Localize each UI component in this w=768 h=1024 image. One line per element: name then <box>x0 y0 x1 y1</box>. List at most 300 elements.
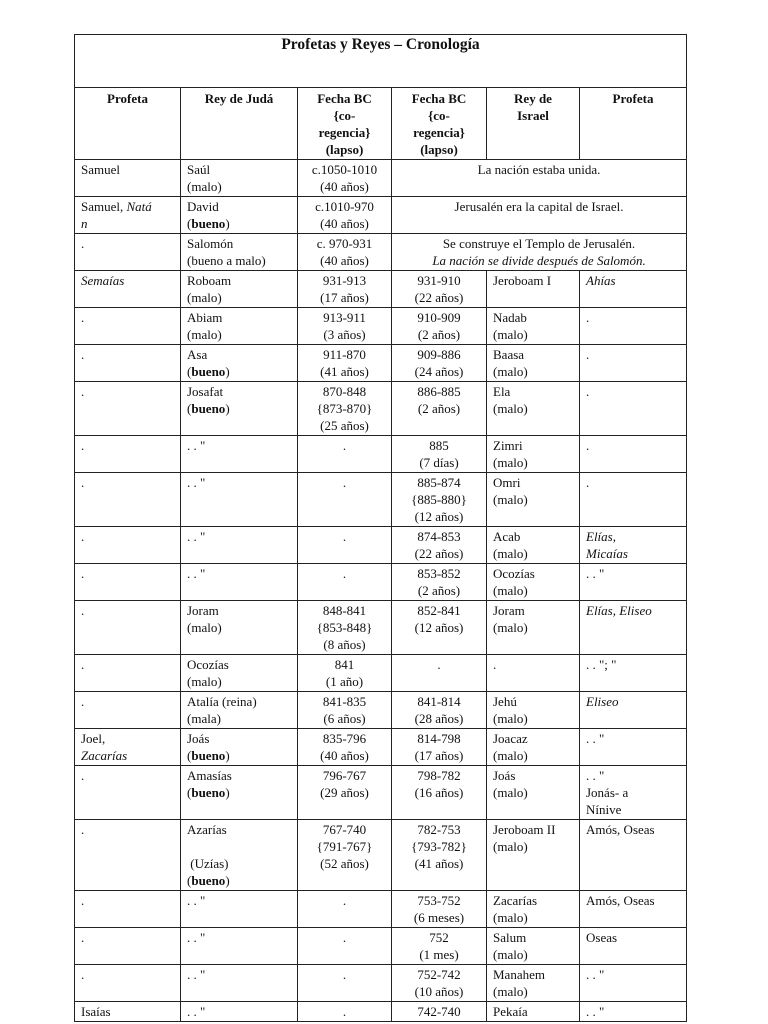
header-rey-juda <box>181 88 298 160</box>
cell-rey-juda <box>181 382 298 436</box>
cell-profeta-juda <box>75 160 181 197</box>
cell-text: (malo) <box>187 674 222 689</box>
cell-fecha-juda <box>298 197 392 234</box>
cell-rey-juda <box>181 601 298 655</box>
cell-text: 852-841 <box>417 603 461 618</box>
header-text: {co- <box>428 108 450 123</box>
cell-text: 782-753 <box>417 822 461 837</box>
cell-text: Micaías <box>586 546 628 561</box>
cell-text: Omri <box>493 475 521 490</box>
cell-rey-juda <box>181 527 298 564</box>
cell-text: Nadab <box>493 310 527 325</box>
cell-text: n <box>81 216 88 231</box>
cell-text: {791-767} <box>316 839 373 854</box>
cell-text: 742-740 <box>417 1004 461 1019</box>
cell-text: bueno <box>191 216 226 231</box>
cell-fecha-juda <box>298 766 392 820</box>
cell-text: . . " <box>187 566 206 581</box>
cell-text: (malo) <box>187 327 222 342</box>
cell-profeta-israel <box>580 655 687 692</box>
cell-text: ) <box>225 873 230 888</box>
cell-rey-juda <box>181 729 298 766</box>
cell-profeta-juda <box>75 965 181 1002</box>
cell-text: ( <box>187 216 192 231</box>
table-row <box>75 345 687 382</box>
document-page <box>74 34 686 1022</box>
cell-fecha-israel <box>392 965 487 1002</box>
table-row <box>75 160 687 197</box>
header-text: (lapso) <box>420 142 458 157</box>
cell-text: 841 <box>334 657 355 672</box>
cell-text: bueno <box>191 364 226 379</box>
cell-text: (1 año) <box>325 674 364 689</box>
table-row <box>75 1002 687 1022</box>
cell-rey-juda <box>181 655 298 692</box>
cell-rey-israel <box>487 729 580 766</box>
cell-text: (17 años) <box>320 290 369 305</box>
cell-text: Samuel, <box>81 199 127 214</box>
cell-rey-juda <box>181 345 298 382</box>
header-text: Profeta <box>107 91 148 106</box>
cell-text: Semaías <box>81 273 125 288</box>
header-text: Fecha BC <box>317 91 372 106</box>
cell-text: ( <box>187 748 192 763</box>
cell-text: Samuel <box>81 162 120 177</box>
cell-text: Acab <box>493 529 521 544</box>
table-row <box>75 564 687 601</box>
header-text: Israel <box>517 108 549 123</box>
header-text: {co- <box>333 108 356 123</box>
cell-text: Jeroboam I <box>493 273 552 288</box>
cell-text: Saúl <box>187 162 211 177</box>
cell-text: bueno <box>191 748 226 763</box>
cell-profeta-juda <box>75 436 181 473</box>
header-text: regencia} <box>413 125 465 140</box>
cell-profeta-israel <box>580 345 687 382</box>
cell-text: Elías, <box>586 529 616 544</box>
cell-text: Zacarías <box>81 748 128 763</box>
table-row <box>75 197 687 234</box>
cell-text: Oseas <box>586 930 618 945</box>
cell-text: (16 años) <box>414 785 464 800</box>
cell-text: ( <box>187 364 192 379</box>
cell-text: (malo) <box>187 179 222 194</box>
chronology-table <box>74 34 687 1022</box>
cell-text: Joás <box>493 768 516 783</box>
cell-text: (malo) <box>493 620 528 635</box>
cell-fecha-israel <box>392 655 487 692</box>
cell-rey-juda <box>181 1002 298 1022</box>
cell-text: c. 970-931 <box>316 236 373 251</box>
cell-fecha-juda <box>298 160 392 197</box>
cell-rey-juda <box>181 436 298 473</box>
cell-text: (40 años) <box>320 748 369 763</box>
cell-profeta-juda <box>75 197 181 234</box>
cell-text: (29 años) <box>320 785 369 800</box>
cell-text: {873-870} <box>316 401 373 416</box>
cell-text: . <box>81 475 85 490</box>
cell-text: Josafat <box>187 384 224 399</box>
cell-rey-israel <box>487 601 580 655</box>
cell-text: 910-909 <box>417 310 461 325</box>
cell-text: bueno <box>191 785 226 800</box>
cell-text: Abiam <box>187 310 223 325</box>
table-row <box>75 473 687 527</box>
cell-text: (malo) <box>493 947 528 962</box>
cell-text: . <box>81 236 85 251</box>
cell-text: ) <box>225 364 230 379</box>
cell-profeta-israel <box>580 382 687 436</box>
cell-text: . <box>81 603 85 618</box>
cell-fecha-juda <box>298 308 392 345</box>
cell-rey-israel <box>487 308 580 345</box>
cell-text: Amasías <box>187 768 232 783</box>
cell-rey-israel <box>487 382 580 436</box>
cell-text: c.1010-970 <box>315 199 374 214</box>
cell-text: Eliseo <box>586 694 619 709</box>
cell-fecha-juda <box>298 965 392 1002</box>
cell-fecha-israel <box>392 1002 487 1022</box>
cell-text: 874-853 <box>417 529 461 544</box>
cell-rey-israel <box>487 766 580 820</box>
cell-text: bueno <box>191 873 226 888</box>
cell-text: (2 años) <box>417 583 461 598</box>
table-row <box>75 820 687 891</box>
cell-text: (40 años) <box>320 253 369 268</box>
cell-text: 753-752 <box>417 893 461 908</box>
cell-rey-juda <box>181 766 298 820</box>
cell-profeta-israel <box>580 729 687 766</box>
cell-text: (8 años) <box>323 637 366 652</box>
cell-profeta-israel <box>580 820 687 891</box>
cell-text: (malo) <box>493 785 528 800</box>
cell-profeta-juda <box>75 655 181 692</box>
cell-text: 885 <box>429 438 449 453</box>
cell-profeta-juda <box>75 382 181 436</box>
cell-text: 911-870 <box>323 347 366 362</box>
cell-text: Pekaía <box>493 1004 528 1019</box>
cell-text: (malo) <box>493 364 528 379</box>
cell-text: (malo) <box>493 492 528 507</box>
cell-text: (malo) <box>187 290 222 305</box>
cell-fecha-juda <box>298 891 392 928</box>
cell-text: Ela <box>493 384 511 399</box>
cell-text: (22 años) <box>414 290 464 305</box>
cell-fecha-israel <box>392 308 487 345</box>
table-row <box>75 655 687 692</box>
cell-fecha-israel <box>392 382 487 436</box>
cell-rey-israel <box>487 965 580 1002</box>
cell-profeta-juda <box>75 729 181 766</box>
cell-profeta-israel <box>580 527 687 564</box>
cell-text: . <box>342 566 347 581</box>
cell-text: (25 años) <box>320 418 369 433</box>
cell-profeta-israel <box>580 1002 687 1022</box>
cell-text: bueno <box>191 401 226 416</box>
table-title: Profetas y Reyes – Cronología <box>75 35 687 88</box>
cell-text: Jerusalén era la capital de Israel. <box>454 199 624 214</box>
cell-rey-juda <box>181 160 298 197</box>
cell-fecha-israel <box>392 820 487 891</box>
cell-text: {853-848} <box>316 620 373 635</box>
cell-text: (malo) <box>493 910 528 925</box>
cell-rey-juda <box>181 564 298 601</box>
cell-text: Salomón <box>187 236 234 251</box>
cell-text: (malo) <box>493 839 528 854</box>
cell-text: . . " <box>187 967 206 982</box>
cell-rey-israel <box>487 891 580 928</box>
cell-text: (malo) <box>493 546 528 561</box>
cell-text: . <box>81 384 85 399</box>
cell-text: Baasa <box>493 347 525 362</box>
cell-profeta-juda <box>75 234 181 271</box>
header-text: (lapso) <box>325 142 364 157</box>
cell-note <box>392 197 687 234</box>
cell-text: (malo) <box>493 711 528 726</box>
cell-text: (2 años) <box>417 401 461 416</box>
table-row <box>75 527 687 564</box>
cell-text: . <box>586 384 590 399</box>
cell-fecha-israel <box>392 601 487 655</box>
cell-fecha-israel <box>392 928 487 965</box>
cell-text: . . " <box>586 566 605 581</box>
cell-text: ( <box>187 785 192 800</box>
cell-text: . . " <box>187 529 206 544</box>
cell-profeta-israel <box>580 271 687 308</box>
cell-text: 814-798 <box>417 731 461 746</box>
cell-profeta-juda <box>75 345 181 382</box>
cell-fecha-juda <box>298 729 392 766</box>
cell-text: . <box>81 310 85 325</box>
cell-text: Nínive <box>586 802 622 817</box>
cell-text: . <box>342 1004 347 1019</box>
cell-profeta-israel <box>580 473 687 527</box>
cell-text: . <box>81 347 85 362</box>
cell-rey-juda <box>181 271 298 308</box>
cell-text: . <box>586 310 590 325</box>
cell-text: . . " <box>586 967 605 982</box>
header-text: Rey de Judá <box>204 91 274 106</box>
cell-text: ( <box>187 401 192 416</box>
cell-text: . . " <box>586 1004 605 1019</box>
cell-text: . <box>342 930 347 945</box>
cell-text: . <box>586 438 590 453</box>
cell-rey-juda <box>181 197 298 234</box>
cell-text: Isaías <box>81 1004 111 1019</box>
cell-rey-juda <box>181 965 298 1002</box>
cell-text: 841-835 <box>322 694 367 709</box>
header-text: Rey de <box>514 91 552 106</box>
cell-text: (40 años) <box>320 216 369 231</box>
cell-profeta-juda <box>75 692 181 729</box>
cell-text: Jonás- a <box>586 785 629 800</box>
cell-profeta-israel <box>580 308 687 345</box>
table-row <box>75 308 687 345</box>
cell-text: (6 años) <box>323 711 366 726</box>
cell-fecha-israel <box>392 692 487 729</box>
table-row <box>75 271 687 308</box>
cell-text: Roboam <box>187 273 232 288</box>
cell-text: (52 años) <box>320 856 369 871</box>
cell-note <box>392 234 687 271</box>
cell-text: . . " <box>187 1004 206 1019</box>
cell-profeta-israel <box>580 766 687 820</box>
cell-profeta-israel <box>580 601 687 655</box>
cell-rey-juda <box>181 473 298 527</box>
cell-text: (22 años) <box>414 546 464 561</box>
cell-text: Azarías <box>187 822 227 837</box>
cell-rey-israel <box>487 271 580 308</box>
table-row <box>75 766 687 820</box>
cell-text: (41 años) <box>320 364 369 379</box>
cell-fecha-israel <box>392 564 487 601</box>
table-row <box>75 891 687 928</box>
cell-text: Jeroboam II <box>493 822 556 837</box>
cell-text: . . " <box>187 475 206 490</box>
cell-text: 835-796 <box>322 731 367 746</box>
cell-text: (Uzías) <box>187 856 229 871</box>
cell-text: (malo) <box>493 401 528 416</box>
cell-text: Asa <box>187 347 208 362</box>
cell-text: (malo) <box>493 583 528 598</box>
cell-text: (12 años) <box>414 620 464 635</box>
cell-text: ) <box>225 785 230 800</box>
cell-text: . . " <box>187 930 206 945</box>
title-row <box>75 35 687 88</box>
cell-rey-israel <box>487 655 580 692</box>
cell-text: . <box>342 475 347 490</box>
cell-rey-juda <box>181 308 298 345</box>
cell-rey-israel <box>487 1002 580 1022</box>
cell-profeta-israel <box>580 891 687 928</box>
cell-fecha-israel <box>392 345 487 382</box>
cell-text: 870-848 <box>322 384 367 399</box>
header-fecha-israel <box>392 88 487 160</box>
cell-text: . <box>81 930 85 945</box>
cell-text: . <box>81 694 85 709</box>
cell-rey-israel <box>487 345 580 382</box>
cell-text: . <box>81 822 85 837</box>
cell-text: . <box>81 566 85 581</box>
cell-text: . . " <box>187 893 206 908</box>
cell-text: Joel, <box>81 731 106 746</box>
cell-text: Zimri <box>493 438 523 453</box>
cell-text: (1 mes) <box>419 947 459 962</box>
cell-text: . <box>586 347 590 362</box>
cell-fecha-juda <box>298 564 392 601</box>
cell-profeta-juda <box>75 473 181 527</box>
cell-fecha-israel <box>392 766 487 820</box>
cell-text: . <box>586 475 590 490</box>
cell-text: 931-910 <box>417 273 461 288</box>
header-fecha-juda <box>298 88 392 160</box>
cell-text: ( <box>187 873 192 888</box>
cell-text: {885-880} <box>411 492 467 507</box>
header-row <box>75 88 687 160</box>
cell-text: (12 años) <box>414 509 464 524</box>
cell-text: 841-814 <box>417 694 461 709</box>
table-row <box>75 928 687 965</box>
cell-text: (7 días) <box>419 455 459 470</box>
cell-fecha-juda <box>298 527 392 564</box>
cell-text: (malo) <box>493 748 528 763</box>
cell-profeta-juda <box>75 601 181 655</box>
cell-text: (malo) <box>493 984 528 999</box>
cell-profeta-juda <box>75 308 181 345</box>
cell-text: (40 años) <box>320 179 369 194</box>
cell-profeta-israel <box>580 436 687 473</box>
cell-text: Se construye el Templo de Jerusalén. <box>442 236 636 251</box>
table-row <box>75 382 687 436</box>
cell-rey-israel <box>487 436 580 473</box>
cell-text: . <box>81 657 85 672</box>
cell-text: 752-742 <box>417 967 461 982</box>
table-row <box>75 234 687 271</box>
cell-rey-juda <box>181 820 298 891</box>
cell-fecha-juda <box>298 1002 392 1022</box>
cell-text: 853-852 <box>417 566 461 581</box>
table-row <box>75 601 687 655</box>
cell-profeta-israel <box>580 564 687 601</box>
cell-fecha-juda <box>298 820 392 891</box>
cell-profeta-israel <box>580 965 687 1002</box>
cell-profeta-juda <box>75 564 181 601</box>
cell-fecha-juda <box>298 928 392 965</box>
cell-text: Ocozías <box>187 657 229 672</box>
table-row <box>75 729 687 766</box>
cell-text: Jehú <box>493 694 517 709</box>
cell-fecha-juda <box>298 345 392 382</box>
cell-text: 909-886 <box>417 347 461 362</box>
cell-text: . . "; " <box>586 657 617 672</box>
cell-text: . <box>342 529 347 544</box>
cell-rey-juda <box>181 891 298 928</box>
cell-text: 913-911 <box>323 310 366 325</box>
cell-text: ) <box>225 216 230 231</box>
header-text: Profeta <box>612 91 654 106</box>
cell-text: ) <box>225 401 230 416</box>
table-row <box>75 965 687 1002</box>
cell-text: . . " <box>586 768 605 783</box>
cell-text: . <box>81 768 85 783</box>
cell-text: Elías, Eliseo <box>586 603 652 618</box>
cell-fecha-juda <box>298 382 392 436</box>
cell-text: Manahem <box>493 967 545 982</box>
cell-text: (17 años) <box>414 748 464 763</box>
cell-text: Zacarías <box>493 893 538 908</box>
cell-rey-israel <box>487 820 580 891</box>
cell-text: Joram <box>187 603 219 618</box>
cell-fecha-juda <box>298 436 392 473</box>
cell-profeta-israel <box>580 928 687 965</box>
cell-text: Natá <box>126 199 152 214</box>
cell-text: . <box>342 893 347 908</box>
cell-text: ) <box>225 748 230 763</box>
cell-profeta-juda <box>75 271 181 308</box>
cell-text: . <box>81 529 85 544</box>
cell-text: La nación estaba unida. <box>477 162 601 177</box>
cell-text: 798-782 <box>417 768 461 783</box>
cell-fecha-juda <box>298 234 392 271</box>
cell-text: La nación se divide después de Salomón. <box>432 253 646 268</box>
cell-text: Atalía (reina) <box>187 694 257 709</box>
header-profeta-israel <box>580 88 687 160</box>
cell-text: (malo) <box>493 327 528 342</box>
cell-text: Joacaz <box>493 731 528 746</box>
cell-text: (3 años) <box>323 327 366 342</box>
cell-text: Amós, Oseas <box>586 893 655 908</box>
cell-fecha-israel <box>392 271 487 308</box>
